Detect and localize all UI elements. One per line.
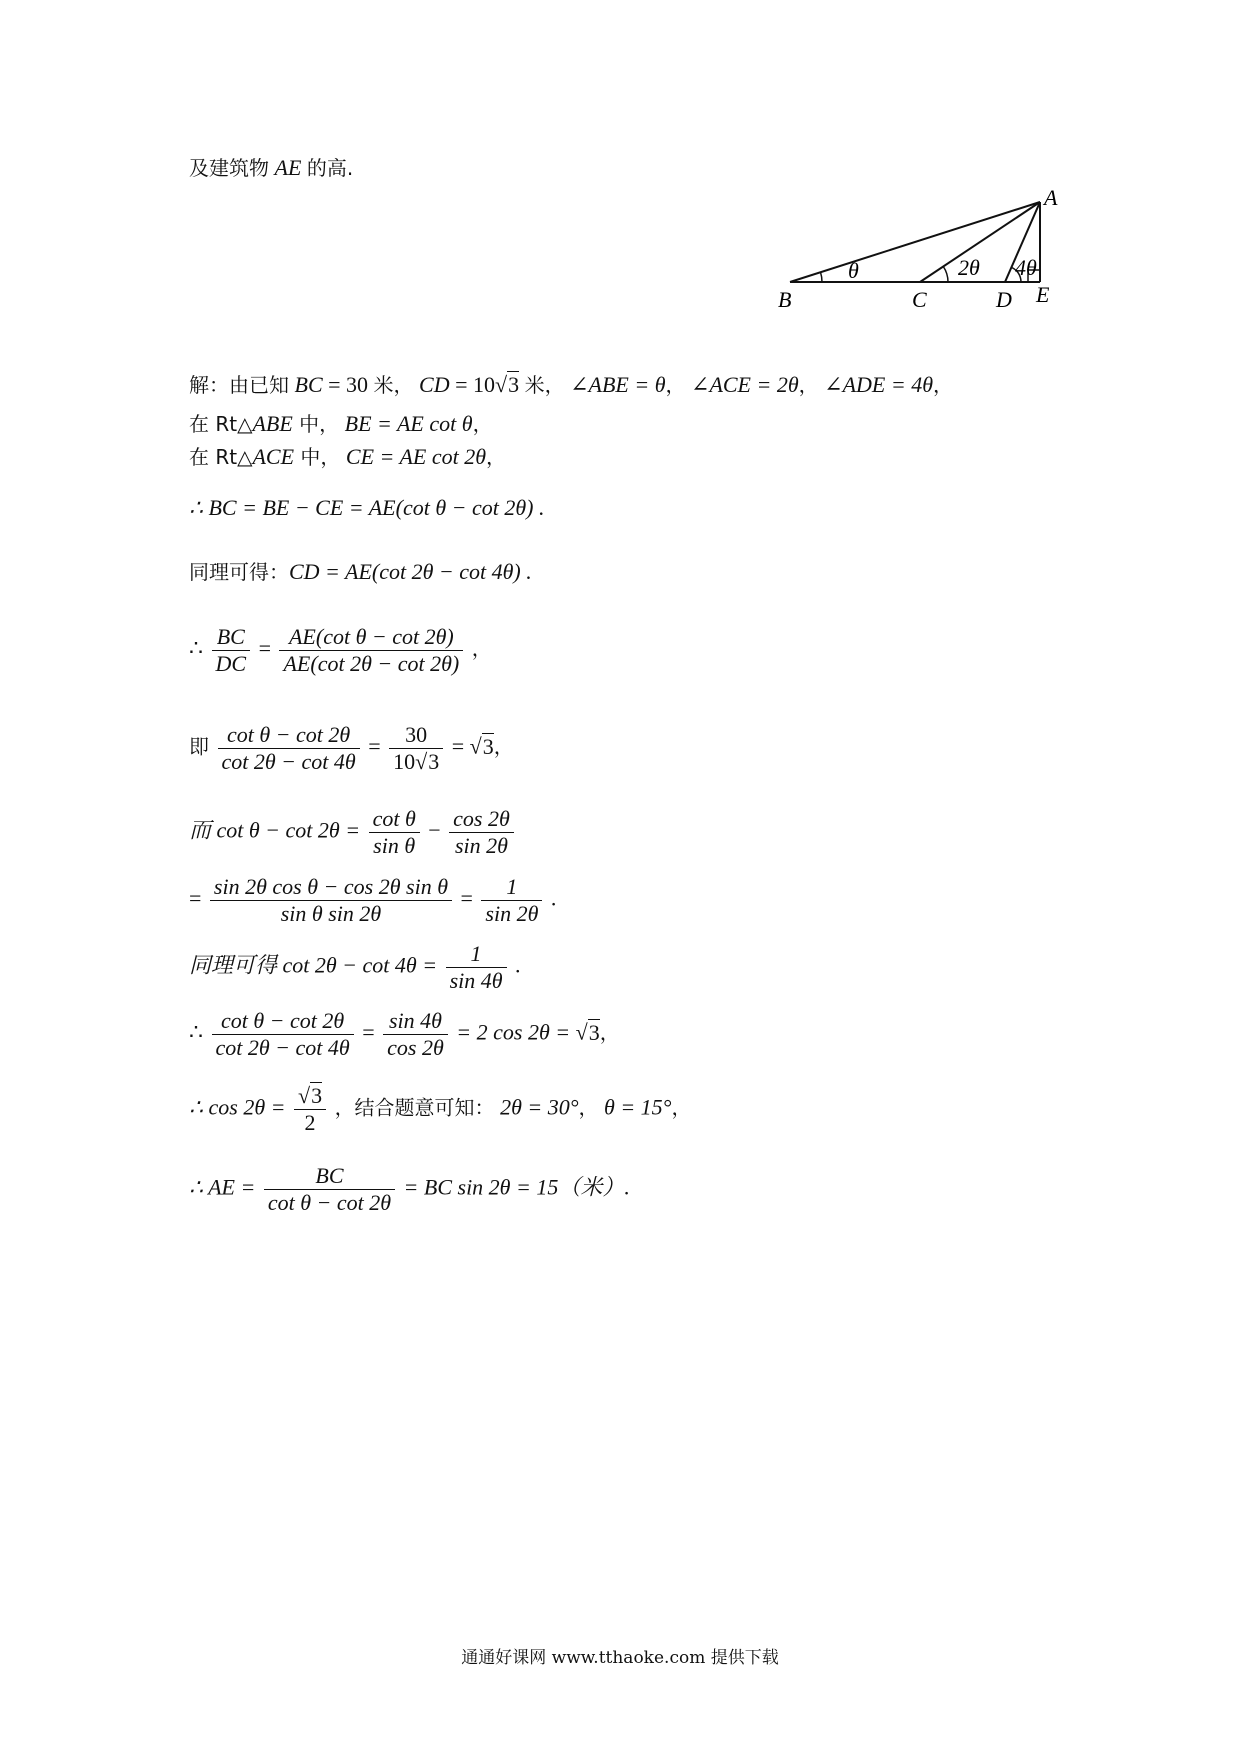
fraction-sin4-cos2 [383, 1008, 448, 1061]
solution-line-5 [189, 561, 532, 583]
label-d: D [996, 287, 1012, 312]
equals: = [189, 885, 202, 911]
denominator: sin θ sin 2θ [280, 901, 382, 926]
triangle-abe: ABE [252, 411, 293, 436]
sep: ， [671, 1095, 692, 1120]
triangle-ace: ACE [252, 444, 295, 469]
problem-text: 及建筑物 [189, 156, 269, 180]
value-bc: = 30 [322, 372, 369, 397]
numerator: cos 2θ [449, 806, 514, 833]
text-ji: 即 [189, 734, 209, 759]
numerator: sin 2θ cos θ − cos 2θ sin θ [210, 874, 452, 901]
solution-line-10 [189, 941, 521, 994]
sqrt-3: 3 [588, 1019, 600, 1045]
therefore: ∴ [189, 1019, 203, 1045]
expr-bc: ∴ BC = BE − CE = AE(cot θ − cot 2θ) . [189, 495, 545, 520]
footer-tail: 提供下载 [710, 1648, 779, 1668]
denominator: sin θ [373, 833, 416, 858]
text-zai: 在 Rt△ [189, 445, 253, 469]
solution-line-4 [189, 497, 544, 519]
expr-ce: CE = AE cot 2θ [345, 444, 487, 469]
text-zhong: 中， [294, 445, 341, 469]
angle-ace: ∠ACE = 2θ [691, 372, 799, 397]
expr-cd: CD = AE(cot 2θ − cot 4θ) . [289, 559, 532, 584]
equals: = [451, 733, 465, 759]
fraction-cot-sin [369, 806, 420, 859]
expr-be: BE = AE cot θ [344, 411, 473, 436]
segment-ab [790, 202, 1040, 282]
equals: = [362, 1019, 375, 1045]
solution-prefix: 解：由已知 [189, 373, 289, 397]
angle-abe: ∠ABE = θ [570, 372, 666, 397]
label-2theta: 2θ [958, 255, 980, 280]
denominator: cot 2θ − cot 4θ [221, 749, 356, 774]
numerator: cot θ − cot 2θ [218, 722, 360, 749]
denominator: cot 2θ − cot 4θ [215, 1035, 350, 1060]
denominator: DC [215, 651, 247, 676]
expr-er: 而 cot θ − cot 2θ = [189, 817, 361, 843]
unit-mi-2: 米， [524, 373, 565, 397]
solution-line-3 [189, 446, 506, 468]
text-zhong: 中， [292, 412, 340, 436]
solution-line-12 [189, 1083, 691, 1136]
problem-tail [189, 157, 353, 179]
problem-ae: AE [274, 155, 302, 180]
label-a: A [1044, 185, 1058, 210]
fraction-cos-sin [449, 806, 514, 859]
solution-line-9 [189, 874, 556, 927]
arc-theta [821, 272, 823, 282]
text-zai: 在 Rt△ [189, 412, 253, 436]
solution-line-7: 即 $\frac{\text{cot θ − cot 2θ}}{\cot 2\theta - \cot 4\theta}$ = $\frac{30}{10√3}$ = √3， [189, 722, 514, 774]
sqrt-3: 3 [508, 372, 520, 397]
sep: ， [493, 734, 514, 759]
footer-site: 通通好课网 [461, 1648, 547, 1668]
fraction-one-sin2 [481, 874, 542, 927]
period: . [550, 885, 557, 911]
expr-ae: ∴ AE = [189, 1174, 256, 1200]
fraction-30 [389, 722, 443, 775]
sqrt-3: 3 [482, 733, 494, 759]
text-jiehe: ，结合题意可知： [334, 1095, 495, 1120]
var-bc: BC [294, 372, 323, 397]
page-footer [0, 1643, 1240, 1668]
fraction-bc-dc [212, 624, 251, 677]
expr-result: = BC sin 2θ = 15（米）. [403, 1174, 630, 1200]
numerator: cot θ [369, 806, 420, 833]
numerator: 1 [481, 874, 542, 901]
fraction-cot [218, 722, 360, 775]
label-c: C [912, 287, 927, 312]
var-cd: CD [419, 372, 450, 397]
sep: ， [472, 412, 493, 436]
denominator: 10√3 [393, 749, 440, 774]
fraction-sin-expansion [210, 874, 452, 927]
denominator: 2 [304, 1110, 316, 1135]
label-4theta: 4θ [1015, 255, 1037, 280]
unit-mi: 米， [373, 373, 414, 397]
expr-2cos: = 2 cos 2θ = [456, 1019, 571, 1045]
denominator: AE(cot 2θ − cot 2θ) [283, 651, 460, 676]
value-cd: = 10 [449, 372, 496, 397]
denominator: cos 2θ [387, 1035, 444, 1060]
numerator: √3 [294, 1083, 326, 1110]
problem-text-2: 的高. [306, 156, 354, 180]
numerator: 1 [446, 941, 507, 968]
solution-line-1: 解：由已知 BC = 30 米， CD = 10√3 米， ∠ABE = θ， ∠ACE = 2θ， ∠ADE = 4θ， [189, 372, 954, 397]
minus: − [428, 817, 441, 843]
therefore: ∴ [189, 635, 203, 661]
fraction-cot-ratio [212, 1008, 354, 1061]
fraction-one-sin4 [446, 941, 507, 994]
numerator: AE(cot θ − cot 2θ) [279, 624, 463, 651]
label-theta: θ [848, 258, 859, 283]
solution-line-8 [189, 806, 517, 859]
value-2theta: 2θ = 30° [500, 1094, 579, 1120]
expr-cos2: ∴ cos 2θ = [189, 1094, 286, 1120]
numerator: sin 4θ [383, 1008, 448, 1035]
expr-tongli: 同理可得 cot 2θ − cot 4θ = [189, 952, 438, 978]
denominator: sin 2θ [485, 901, 539, 926]
numerator: BC [264, 1163, 395, 1190]
arc-2theta [943, 267, 948, 283]
solution-line-13 [189, 1163, 630, 1216]
fraction-ae [279, 624, 463, 677]
numerator: BC [212, 624, 251, 651]
label-b: B [778, 287, 792, 312]
equals: = [258, 635, 271, 661]
sep: ， [798, 373, 819, 397]
sep: ， [933, 373, 954, 397]
num-radicand: 3 [311, 1083, 323, 1108]
text-tongli: 同理可得： [189, 560, 289, 584]
solution-line-11: ∴ $\frac{\text{cot θ − cot 2θ}}{\cot 2\theta - \cot 4\theta}$ = $\frac{\sin 4\theta}{\cos 2\theta}$ = 2 cos 2θ = √3， [189, 1008, 620, 1060]
footer-url[interactable]: www.tthaoke.com [551, 1648, 706, 1668]
sep: ， [471, 636, 492, 661]
denominator: cot θ − cot 2θ [267, 1190, 392, 1215]
equals: = [460, 885, 473, 911]
solution-line-2 [189, 413, 493, 435]
numerator: 30 [389, 722, 443, 749]
sep: ， [599, 1020, 620, 1045]
sep: ， [486, 445, 507, 469]
sep: ， [578, 1095, 599, 1120]
angle-ade: ∠ADE = 4θ [824, 372, 934, 397]
den-radicand: 3 [428, 749, 440, 774]
denominator: sin 2θ [455, 833, 508, 858]
triangle-figure [770, 180, 1070, 315]
numerator: cot θ − cot 2θ [212, 1008, 354, 1035]
den-coef: 10 [393, 749, 416, 774]
value-theta: θ = 15° [604, 1094, 672, 1120]
period: . [515, 952, 521, 978]
equals: = [368, 733, 381, 759]
fraction-ae-final [264, 1163, 395, 1216]
label-e: E [1036, 282, 1050, 307]
sep: ， [665, 373, 686, 397]
denominator: sin 4θ [449, 968, 503, 993]
solution-line-6 [189, 624, 492, 677]
fraction-sqrt3-2 [294, 1083, 326, 1136]
